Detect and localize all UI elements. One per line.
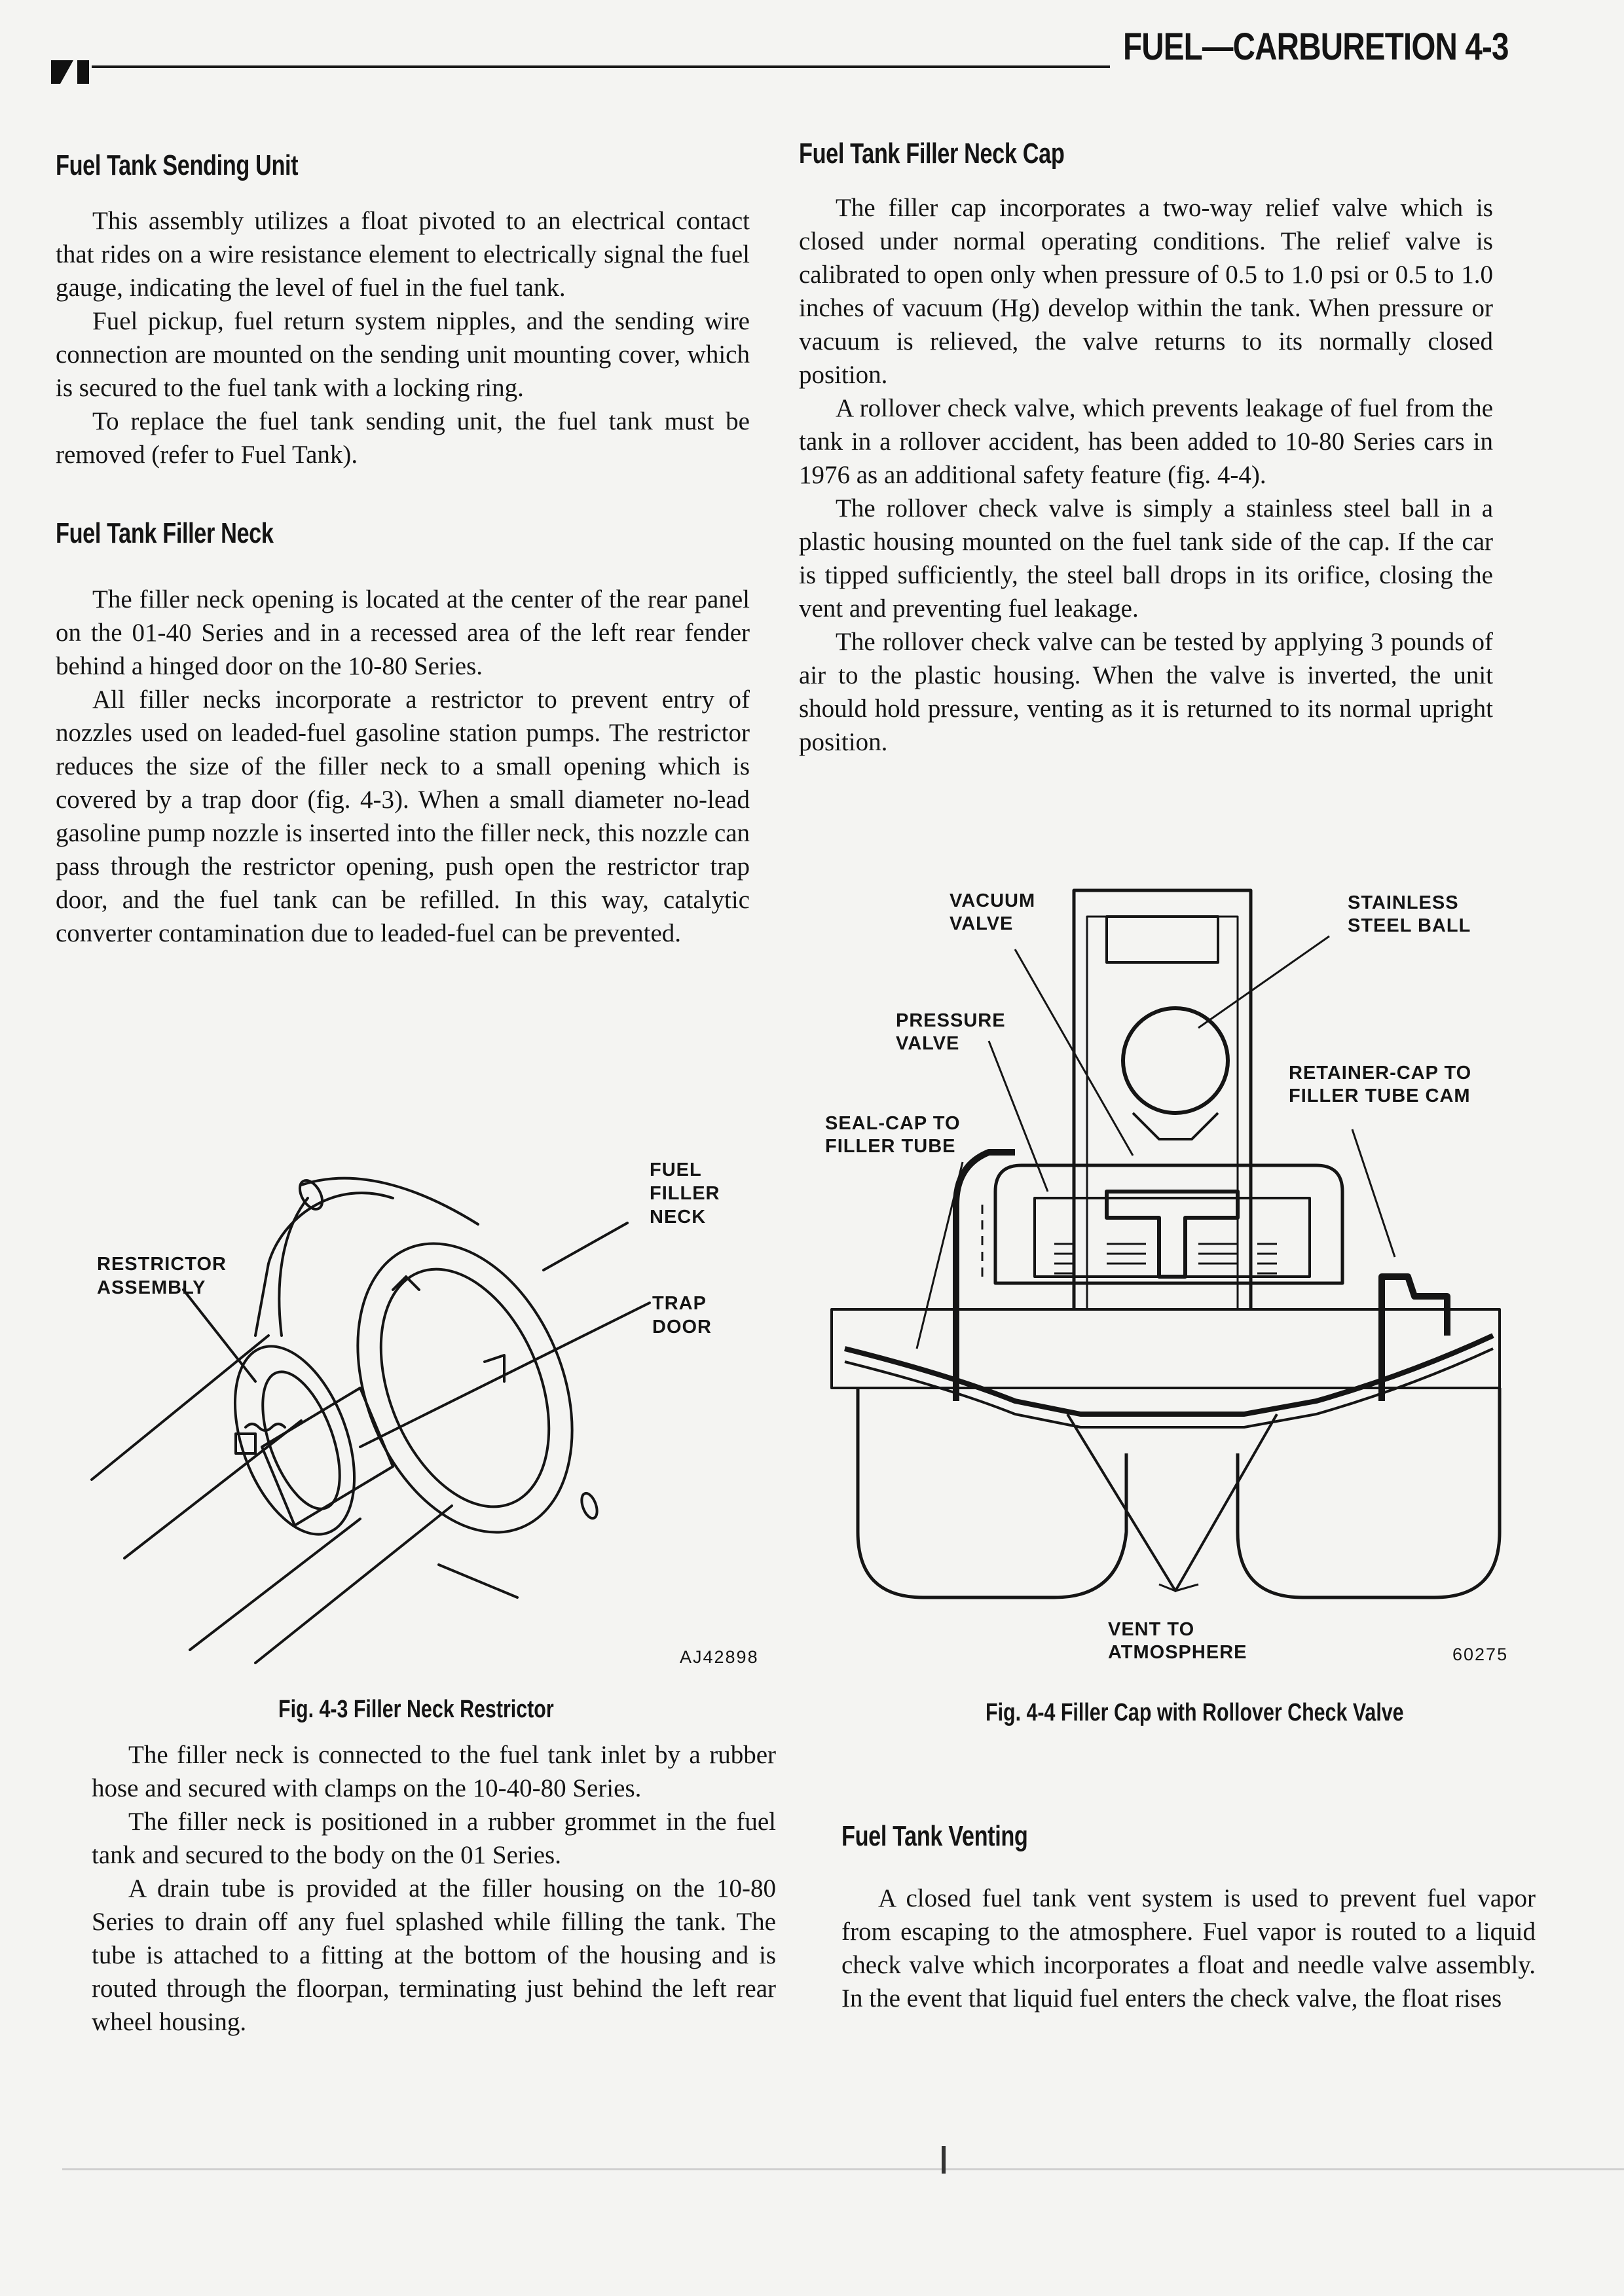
right-column-bottom bbox=[841, 1820, 1536, 2015]
label-stainless-steel-ball: STAINLESS bbox=[1348, 892, 1459, 913]
footer-rule bbox=[62, 2168, 1624, 2170]
label-vent-to-atmosphere: ATMOSPHERE bbox=[1108, 1642, 1247, 1663]
label-pressure-valve: VALVE bbox=[896, 1033, 960, 1054]
figure-caption-4-3: Fig. 4-3 Filler Neck Restrictor bbox=[278, 1696, 554, 1723]
paragraph: The rollover check valve is simply a stainless steel ball in a plastic housing mounted on the fuel tank side of the cap. If the car is tipped sufficiently, the steel ball drops in its orifice, closing the vent and preventing fuel leakage. bbox=[799, 494, 1493, 623]
paragraph: The filler neck is connected to the fuel tank inlet by a rubber hose and secured with clamps on the 10-40-80 Series. bbox=[92, 1741, 776, 1802]
page-header-title: FUEL—CARBURETION 4-3 bbox=[1123, 26, 1509, 68]
left-column bbox=[56, 149, 750, 950]
figure-filler-cap-rollover-valve bbox=[819, 877, 1526, 1683]
figure-caption-4-4: Fig. 4-4 Filler Cap with Rollover Check Valve bbox=[986, 1699, 1404, 1726]
figure-code: 60275 bbox=[1452, 1645, 1509, 1664]
left-column-bottom bbox=[92, 1738, 776, 2039]
section-marker-icon bbox=[51, 58, 93, 84]
paragraph: To replace the fuel tank sending unit, the fuel tank must be removed (refer to Fuel Tank). bbox=[56, 407, 750, 469]
label-seal-cap: SEAL-CAP TO bbox=[825, 1113, 961, 1134]
figure-code: AJ42898 bbox=[680, 1647, 759, 1667]
paragraph: The filler cap incorporates a two-way relief valve which is closed under normal operating conditions. The relief valve is calibrated to open only when pressure of 0.5 to 1.0 psi or 0.5 to 1.0 inches of vacuum (Hg) develop within the tank. When pressure or vacuum is relieved, the valve returns to its normally closed position. bbox=[799, 194, 1493, 389]
gutter-mark bbox=[942, 2146, 946, 2174]
label-seal-cap: FILLER TUBE bbox=[825, 1136, 956, 1157]
label-fuel-filler-neck: FILLER bbox=[650, 1183, 720, 1204]
right-column bbox=[799, 137, 1493, 759]
label-fuel-filler-neck: NECK bbox=[650, 1207, 707, 1228]
label-stainless-steel-ball: STEEL BALL bbox=[1348, 915, 1471, 936]
paragraph: The filler neck is positioned in a rubber grommet in the fuel tank and secured to the body on the 01 Series. bbox=[92, 1808, 776, 1869]
paragraph: This assembly utilizes a float pivoted to an electrical contact that rides on a wire resistance element to electrically signal the fuel gauge, indicating the level of fuel in the fuel tank. bbox=[56, 207, 750, 302]
heading-filler-neck-cap: Fuel Tank Filler Neck Cap bbox=[799, 137, 1065, 170]
paragraph: A drain tube is provided at the filler housing on the 10-80 Series to drain off any fuel splashed while filling the tank. The tube is attached to a fitting at the bottom of the housing and is routed through the floorpan, terminating just behind the left rear wheel housing. bbox=[92, 1874, 776, 2036]
label-trap-door: DOOR bbox=[652, 1317, 712, 1338]
heading-filler-neck: Fuel Tank Filler Neck bbox=[56, 517, 274, 549]
heading-fuel-tank-venting: Fuel Tank Venting bbox=[841, 1820, 1028, 1852]
label-trap-door: TRAP bbox=[652, 1293, 707, 1314]
label-retainer-cap: FILLER TUBE CAM bbox=[1289, 1085, 1471, 1106]
paragraph: A closed fuel tank vent system is used to prevent fuel vapor from escaping to the atmosphere. Fuel vapor is routed to a liquid check valve which incorporates a float and needle valve assembly. In the event that liquid fuel enters the check valve, the float rises bbox=[841, 1884, 1536, 2013]
figure-filler-neck-restrictor bbox=[85, 1139, 786, 1696]
paragraph: All filler necks incorporate a restrictor to prevent entry of nozzles used on leaded-fuel gasoline station pumps. The restrictor reduces the size of the filler neck to a small opening which is covered by a trap door (fig. 4-3). When a small diameter no-lead gasoline pump nozzle is inserted into the filler neck, this nozzle can pass through the restrictor opening, push open the restrictor trap door, and the fuel tank can be refilled. In this way, catalytic converter contamination due to leaded-fuel can be prevented. bbox=[56, 685, 750, 947]
label-pressure-valve: PRESSURE bbox=[896, 1010, 1006, 1031]
label-retainer-cap: RETAINER-CAP TO bbox=[1289, 1063, 1472, 1084]
label-vacuum-valve: VALVE bbox=[950, 913, 1014, 934]
paragraph: The rollover check valve can be tested by applying 3 pounds of air to the plastic housing. When the valve is inverted, the unit should hold pressure, venting as it is returned to its normal upright position. bbox=[799, 628, 1493, 756]
label-fuel-filler-neck: FUEL bbox=[650, 1159, 702, 1180]
label-restrictor-assembly: RESTRICTOR bbox=[97, 1254, 227, 1275]
label-restrictor-assembly: ASSEMBLY bbox=[97, 1277, 206, 1298]
label-vacuum-valve: VACUUM bbox=[950, 890, 1036, 911]
paragraph: The filler neck opening is located at the center of the rear panel on the 01-40 Series and in a recessed area of the left rear fender behind a hinged door on the 10-80 Series. bbox=[56, 585, 750, 680]
paragraph: A rollover check valve, which prevents leakage of fuel from the tank in a rollover accident, has been added to 10-80 Series cars in 1976 as an additional safety feature (fig. 4-4). bbox=[799, 394, 1493, 489]
heading-sending-unit: Fuel Tank Sending Unit bbox=[56, 149, 299, 181]
header-rule bbox=[92, 65, 1110, 68]
label-vent-to-atmosphere: VENT TO bbox=[1108, 1619, 1195, 1640]
paragraph: Fuel pickup, fuel return system nipples, and the sending wire connection are mounted on the sending unit mounting cover, which is secured to the fuel tank with a locking ring. bbox=[56, 307, 750, 402]
